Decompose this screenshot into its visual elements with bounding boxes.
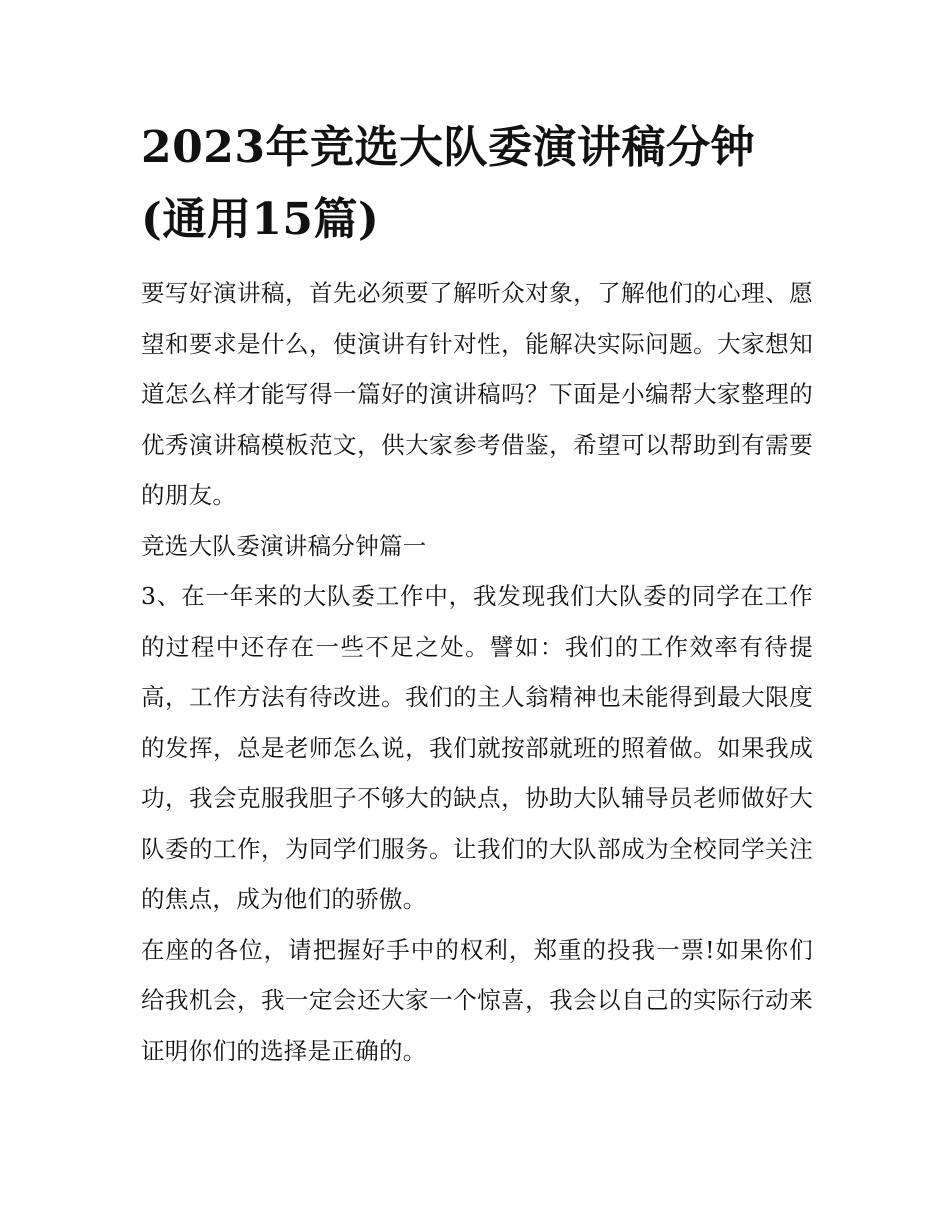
body-paragraph-1: 3、在一年来的大队委工作中，我发现我们大队委的同学在工作的过程中还存在一些不足之处。譬如：我们的工作效率有待提高，工作方法有待改进。我们的主人翁精神也未能得到最大限度的发挥，总是老师怎么说，我们就按部就班的照着做。如果我成功，我会克服我胆子不够大的缺点，协助大队辅导员老师做好大队委的工作，为同学们服务。让我们的大队部成为全校同学关注的焦点，成为他们的骄傲。 [141, 582, 813, 913]
document-body [141, 268, 813, 1076]
intro-paragraph: 要写好演讲稿，首先必须要了解听众对象，了解他们的心理、愿望和要求是什么，使演讲有针对性，能解决实际问题。大家想知道怎么样才能写得一篇好的演讲稿吗？下面是小编帮大家整理的优秀演讲稿模板范文，供大家参考借鉴，希望可以帮助到有需要的朋友。 [141, 279, 813, 509]
document-page [141, 112, 813, 1076]
body-paragraph-2: 在座的各位，请把握好手中的权利，郑重的投我一票!如果你们给我机会，我一定会还大家一个惊喜，我会以自己的实际行动来证明你们的选择是正确的。 [141, 935, 813, 1065]
section-heading: 竞选大队委演讲稿分钟篇一 [141, 531, 427, 560]
document-title: 2023年竞选大队委演讲稿分钟(通用15篇) [141, 122, 755, 245]
